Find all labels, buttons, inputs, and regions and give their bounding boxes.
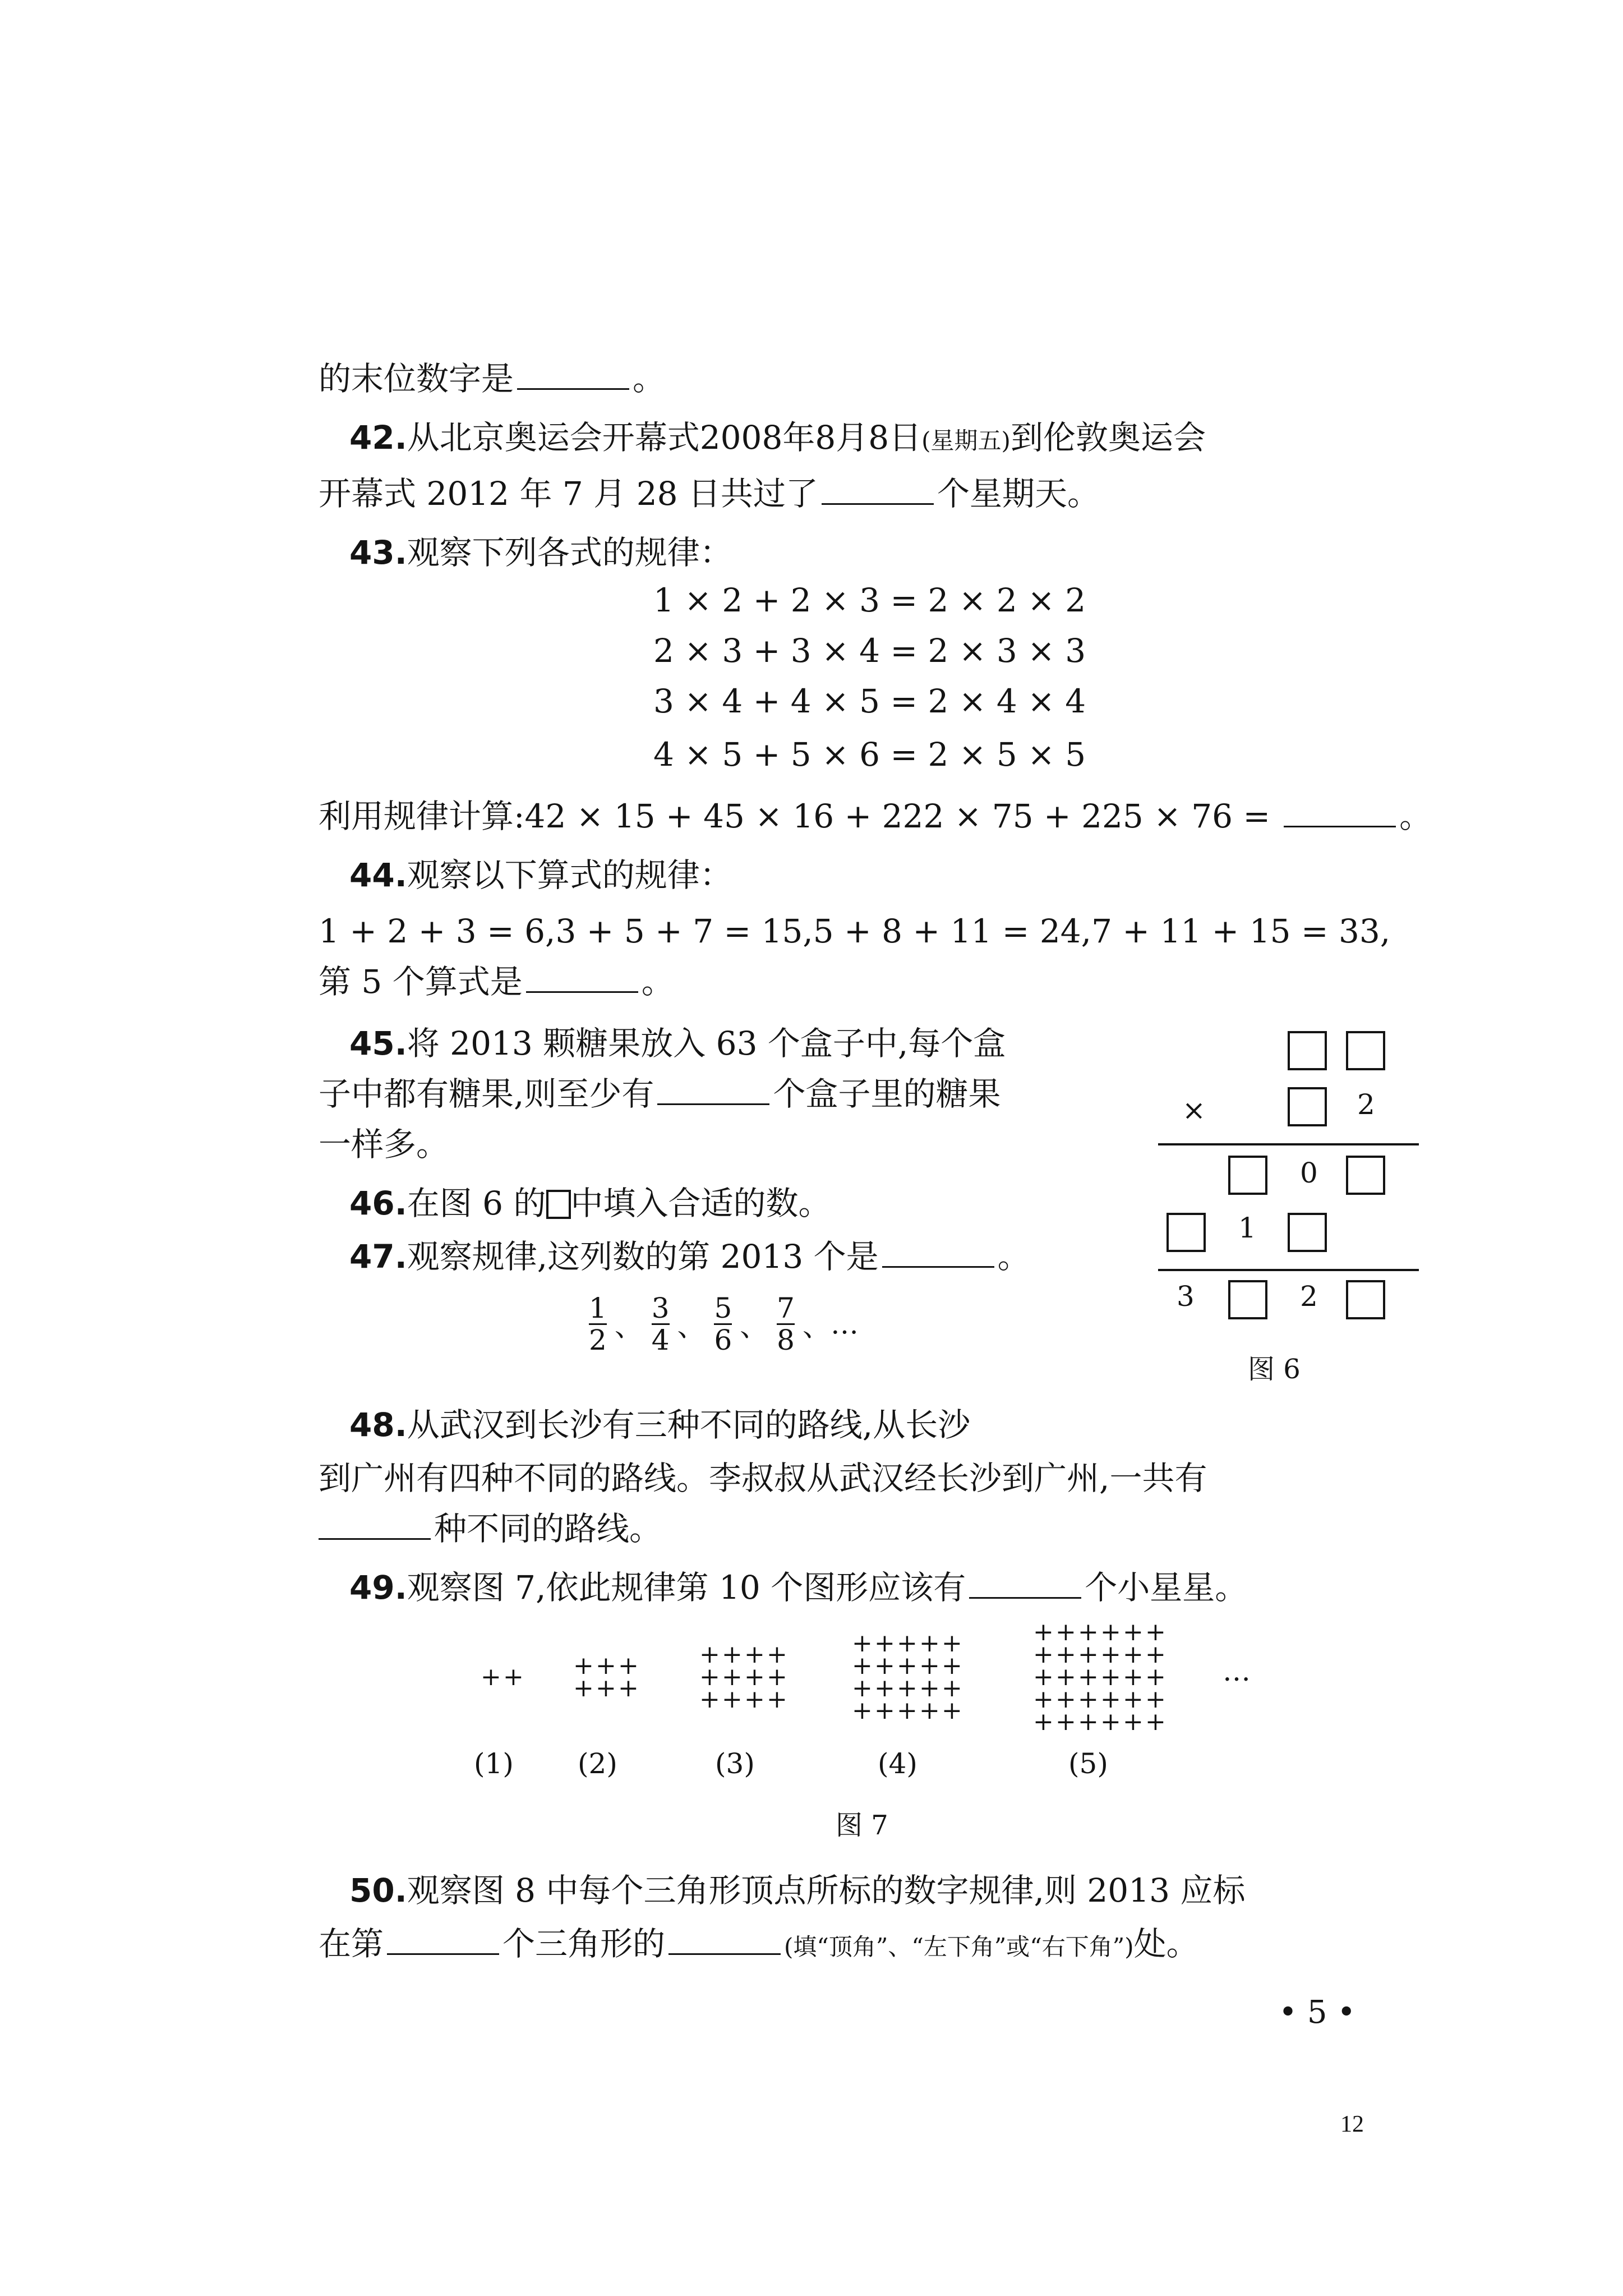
denominator: 4 — [651, 1324, 670, 1356]
q49-text-b: 个小星星。 — [1085, 1568, 1248, 1607]
figure-label: (5) — [1068, 1747, 1108, 1780]
q42-number: 42. — [349, 418, 407, 457]
star-icon: + — [1100, 1618, 1121, 1646]
star-icon: + — [618, 1651, 639, 1680]
figure-7-caption: 图 7 — [836, 1810, 888, 1841]
numerator: 7 — [777, 1292, 795, 1324]
q43-text-b: 利用规律计算:42 × 15 + 45 × 16 + 222 × 75 + 225 × 76 = — [319, 797, 1271, 835]
equation-3: 3 × 4 + 4 × 5 = 2 × 4 × 4 — [653, 682, 1086, 720]
answer-box[interactable] — [1346, 1156, 1385, 1195]
star-icon: + — [596, 1651, 616, 1680]
numerator: 3 — [651, 1292, 670, 1324]
q48-text-b: 到广州有四种不同的路线。李叔叔从武汉经长沙到广州,一共有 — [319, 1459, 1207, 1497]
q46-number: 46. — [349, 1184, 407, 1222]
q48-text-a: 从武汉到长沙有三种不同的路线,从长沙 — [407, 1406, 971, 1444]
star-icon: + — [874, 1674, 895, 1703]
q50-number: 50. — [349, 1871, 407, 1910]
q42-paren: (星期五) — [921, 427, 1011, 454]
star-icon: + — [897, 1629, 917, 1658]
q43-line-1 — [319, 527, 732, 578]
denominator: 8 — [777, 1324, 795, 1356]
q47-end: 。 — [997, 1237, 1030, 1276]
separator: 、 — [614, 1310, 643, 1343]
star-icon: + — [1100, 1685, 1121, 1714]
star-icon: + — [1123, 1685, 1144, 1714]
q45-line-3 — [319, 1119, 449, 1170]
figure-ellipsis: … — [1223, 1655, 1251, 1687]
q45-text-b: 子中都有糖果,则至少有 — [319, 1075, 654, 1113]
q48-line-2 — [319, 1453, 1207, 1503]
star-icon: + — [767, 1640, 787, 1669]
figure-label: (1) — [474, 1747, 514, 1780]
star-icon: + — [852, 1651, 873, 1680]
fraction — [589, 1293, 607, 1355]
q42-line-1 — [319, 412, 1206, 466]
fraction — [714, 1293, 732, 1355]
q44-text-c: 第 5 个算式是 — [319, 963, 523, 1001]
answer-blank[interactable] — [969, 1568, 1081, 1599]
numerator: 1 — [589, 1292, 607, 1324]
answer-blank[interactable] — [319, 1509, 431, 1540]
star-icon: + — [1078, 1618, 1099, 1646]
figure-label: (3) — [715, 1747, 755, 1780]
answer-box[interactable] — [1288, 1031, 1327, 1070]
star-icon: + — [942, 1651, 962, 1680]
star-icon: + — [874, 1696, 895, 1725]
star-icon: + — [1123, 1618, 1144, 1646]
star-icon: + — [1145, 1640, 1166, 1669]
q50-end: 处。 — [1133, 1925, 1199, 1963]
q46-text-a: 在图 6 的 — [407, 1184, 546, 1222]
figure-6-caption: 图 6 — [1248, 1354, 1301, 1385]
star-icon: + — [1055, 1640, 1076, 1669]
star-icon: + — [1055, 1663, 1076, 1691]
star-icon: + — [573, 1674, 594, 1703]
star-icon: + — [1078, 1708, 1099, 1736]
digit-2: 2 — [1357, 1088, 1375, 1121]
q43-number: 43. — [349, 533, 407, 572]
answer-box[interactable] — [1288, 1213, 1327, 1252]
digit-0: 0 — [1300, 1157, 1318, 1189]
star-icon: + — [503, 1663, 524, 1691]
q44-line-1 — [319, 850, 732, 900]
equation-2: 2 × 3 + 3 × 4 = 2 × 3 × 3 — [653, 632, 1086, 670]
q41-text: 的末位数字是 — [319, 360, 514, 398]
answer-blank[interactable] — [526, 962, 638, 993]
q42-text-c: 开幕式 2012 年 7 月 28 日共过了 — [319, 475, 818, 513]
digit-3: 3 — [1177, 1280, 1195, 1313]
star-icon: + — [699, 1640, 720, 1669]
q48-number: 48. — [349, 1406, 407, 1444]
star-icon: + — [1033, 1618, 1054, 1646]
q42-text-d: 个星期天。 — [937, 475, 1100, 513]
times-sign: × — [1182, 1094, 1206, 1126]
equation-1: 1 × 2 + 2 × 3 = 2 × 2 × 2 — [653, 581, 1086, 619]
rule-line — [1158, 1143, 1419, 1145]
separator: 、 — [740, 1310, 768, 1343]
denominator: 6 — [714, 1324, 732, 1356]
fraction — [777, 1293, 795, 1355]
answer-box[interactable] — [1166, 1213, 1206, 1252]
q48-text-c: 种不同的路线。 — [434, 1510, 662, 1548]
inline-box-icon — [546, 1190, 571, 1219]
star-icon: + — [1123, 1640, 1144, 1669]
star-icon: + — [722, 1663, 743, 1691]
q43-text-a: 观察下列各式的规律： — [407, 533, 732, 572]
star-icon: + — [744, 1663, 765, 1691]
q47-line — [319, 1231, 1030, 1282]
q43-end: 。 — [1399, 797, 1432, 835]
q44-text-a: 观察以下算式的规律： — [407, 856, 732, 894]
star-icon: + — [1055, 1618, 1076, 1646]
star-icon: + — [1145, 1685, 1166, 1714]
answer-blank[interactable] — [387, 1924, 499, 1955]
star-icon: + — [1033, 1685, 1054, 1714]
star-icon: + — [874, 1651, 895, 1680]
q44-text-b: 1 + 2 + 3 = 6,3 + 5 + 7 = 15,5 + 8 + 11 = 24,7 + 11 + 15 = 33, — [319, 912, 1391, 950]
q45-text-d: 一样多。 — [319, 1125, 449, 1163]
star-icon: + — [699, 1685, 720, 1714]
star-icon: + — [1145, 1708, 1166, 1736]
answer-box[interactable] — [1288, 1087, 1327, 1126]
q46-text-b: 中填入合适的数。 — [570, 1184, 831, 1222]
star-icon: + — [1100, 1640, 1121, 1669]
star-icon: + — [1055, 1685, 1076, 1714]
star-icon: + — [767, 1685, 787, 1714]
star-icon: + — [596, 1674, 616, 1703]
q44-line-2 — [319, 906, 1390, 956]
equation-4: 4 × 5 + 5 × 6 = 2 × 5 × 5 — [653, 735, 1086, 774]
answer-box[interactable] — [1228, 1156, 1267, 1195]
star-icon: + — [618, 1674, 639, 1703]
star-icon: + — [1078, 1640, 1099, 1669]
page-mark: • 5 • — [1279, 1994, 1356, 2031]
digit-1: 1 — [1238, 1212, 1256, 1244]
star-icon: + — [1145, 1663, 1166, 1691]
page-number: 12 — [1340, 2111, 1364, 2137]
star-icon: + — [722, 1685, 743, 1714]
q44-number: 44. — [349, 856, 407, 894]
answer-box[interactable] — [1228, 1280, 1267, 1319]
q44-end: 。 — [641, 963, 674, 1001]
q43-line-2 — [319, 791, 1432, 841]
star-icon: + — [1033, 1640, 1054, 1669]
answer-blank[interactable] — [822, 474, 934, 505]
star-icon: + — [919, 1674, 940, 1703]
star-icon: + — [1145, 1618, 1166, 1646]
star-icon: + — [1033, 1663, 1054, 1691]
ellipsis: … — [830, 1308, 859, 1341]
digit-2: 2 — [1300, 1280, 1318, 1313]
star-icon: + — [744, 1685, 765, 1714]
star-icon: + — [874, 1629, 895, 1658]
answer-blank[interactable] — [1284, 797, 1396, 827]
denominator: 2 — [589, 1324, 607, 1356]
q45-text-a: 将 2013 颗糖果放入 63 个盒子中,每个盒 — [407, 1024, 1006, 1062]
star-icon: + — [573, 1651, 594, 1680]
star-icon: + — [897, 1651, 917, 1680]
star-icon: + — [1123, 1663, 1144, 1691]
star-icon: + — [919, 1629, 940, 1658]
star-icon: + — [744, 1640, 765, 1669]
q42-line-2 — [319, 468, 1100, 519]
star-icon: + — [1078, 1685, 1099, 1714]
separator: 、 — [802, 1310, 831, 1343]
answer-box[interactable] — [1346, 1031, 1385, 1070]
star-icon: + — [1078, 1663, 1099, 1691]
q45-text-c: 个盒子里的糖果 — [773, 1075, 1001, 1113]
numerator: 5 — [714, 1292, 732, 1324]
separator: 、 — [677, 1310, 706, 1343]
star-icon: + — [1100, 1663, 1121, 1691]
q50-text-b: 在第 — [319, 1925, 384, 1963]
star-icon: + — [919, 1696, 940, 1725]
star-icon: + — [942, 1696, 962, 1725]
figure-label: (4) — [878, 1747, 917, 1780]
q45-number: 45. — [349, 1024, 407, 1062]
q45-line-1 — [319, 1018, 1006, 1069]
answer-blank[interactable] — [668, 1924, 781, 1955]
q46-line — [319, 1178, 831, 1228]
star-icon: + — [942, 1674, 962, 1703]
q49-line — [319, 1562, 1247, 1613]
star-icon: + — [722, 1640, 743, 1669]
q41-end: 。 — [633, 360, 666, 398]
star-icon: + — [897, 1696, 917, 1725]
q44-line-3 — [319, 956, 674, 1007]
star-icon: + — [481, 1663, 501, 1691]
q50-line-1 — [319, 1865, 1245, 1916]
q42-text-b: 到伦敦奥运会 — [1010, 418, 1206, 457]
q49-text-a: 观察图 7,依此规律第 10 个图形应该有 — [407, 1568, 966, 1607]
fraction-sequence — [589, 1293, 859, 1355]
q41-end-line — [319, 353, 665, 404]
star-icon: + — [852, 1674, 873, 1703]
star-icon: + — [767, 1663, 787, 1691]
star-icon: + — [1123, 1708, 1144, 1736]
fraction — [652, 1293, 670, 1355]
q50-text-a: 观察图 8 中每个三角形顶点所标的数字规律,则 2013 应标 — [407, 1871, 1246, 1910]
q48-line-1 — [319, 1400, 970, 1450]
answer-blank[interactable] — [882, 1237, 994, 1268]
star-icon: + — [942, 1629, 962, 1658]
q42-text-a: 从北京奥运会开幕式2008年8月8日 — [407, 418, 922, 457]
q50-paren: (填“顶角”、“左下角”或“右下角”) — [784, 1933, 1134, 1961]
answer-blank[interactable] — [657, 1074, 769, 1105]
q45-line-2 — [319, 1069, 1000, 1119]
star-icon: + — [852, 1629, 873, 1658]
rule-line — [1158, 1269, 1419, 1271]
q48-line-3 — [319, 1503, 662, 1554]
q50-text-c: 个三角形的 — [502, 1925, 666, 1963]
q47-number: 47. — [349, 1237, 407, 1276]
star-icon: + — [1055, 1708, 1076, 1736]
star-icon: + — [852, 1696, 873, 1725]
star-icon: + — [1100, 1708, 1121, 1736]
star-icon: + — [897, 1674, 917, 1703]
star-icon: + — [919, 1651, 940, 1680]
q50-line-2 — [319, 1918, 1199, 1972]
figure-label: (2) — [578, 1747, 617, 1780]
answer-box[interactable] — [1346, 1280, 1385, 1319]
star-icon: + — [699, 1663, 720, 1691]
answer-blank[interactable] — [517, 359, 629, 390]
q47-text-a: 观察规律,这列数的第 2013 个是 — [407, 1237, 879, 1276]
star-icon: + — [1033, 1708, 1054, 1736]
q49-number: 49. — [349, 1568, 407, 1607]
